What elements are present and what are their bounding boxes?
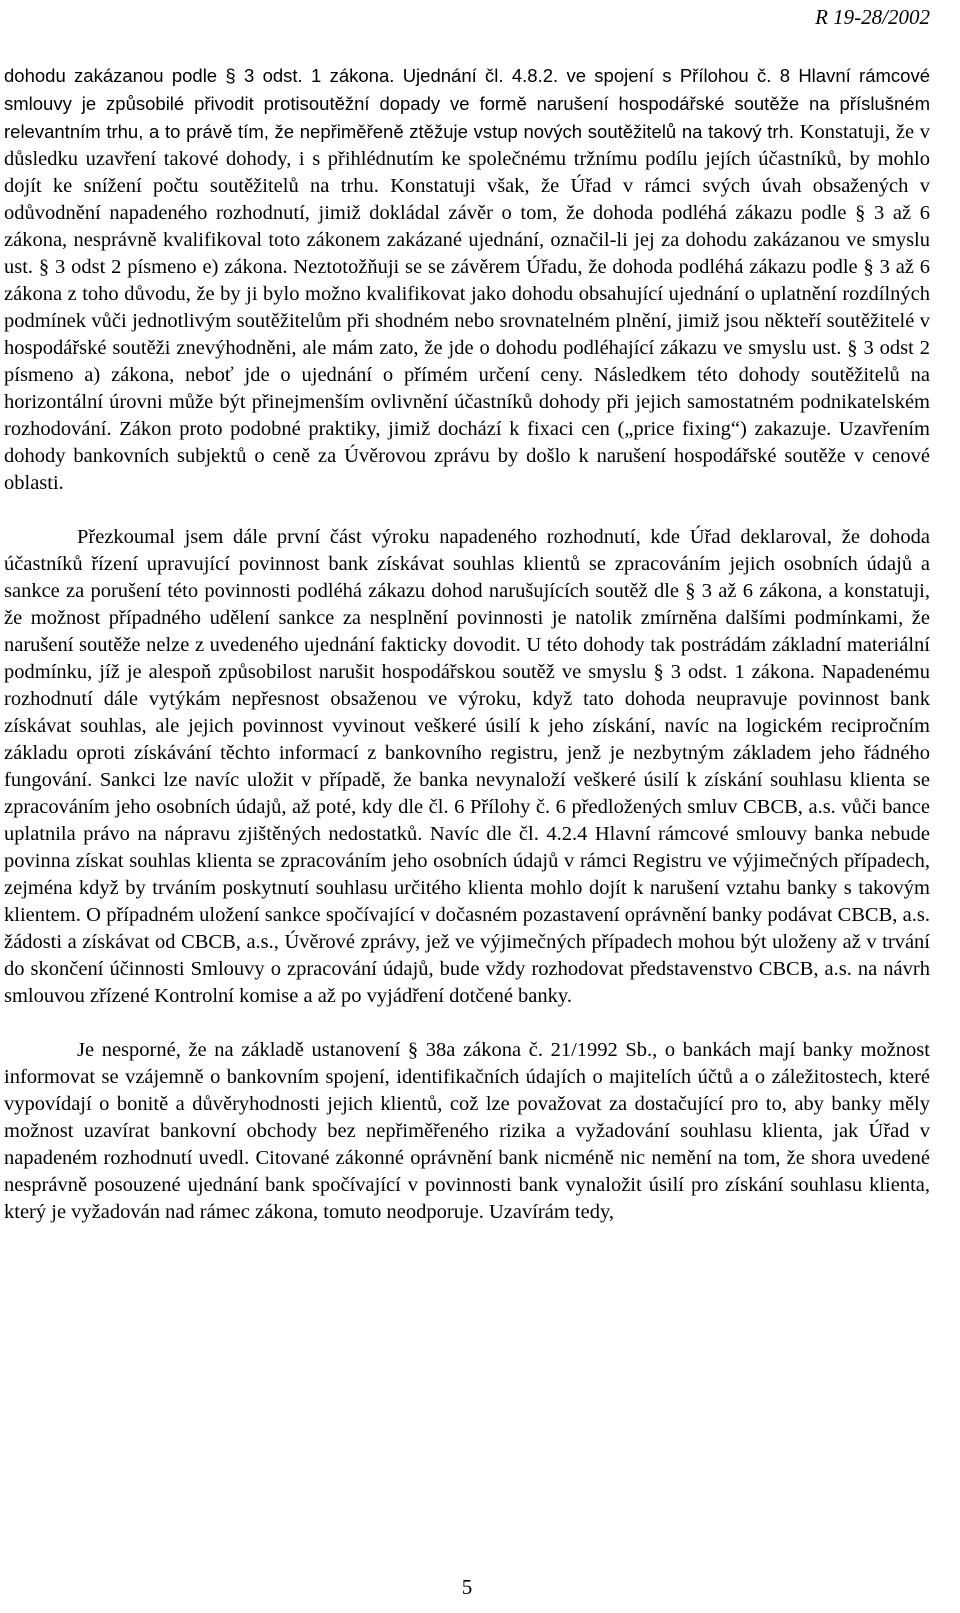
paragraph-1 <box>4 62 930 497</box>
paragraph-1-segment-1: dohodu zakázanou podle § 3 odst. 1 zákona. Ujednání čl. 4.8.2. ve spojení s Přílohou č. 8 Hlavní rámcové smlouvy je způsobilé přivodit protisoutěžní dopady ve formě narušení hospodářské soutěže na příslušném relevantním trhu, a to právě tím, že nepřiměřeně ztěžuje vstup nových soutěžitelů na takový trh. <box>4 65 930 142</box>
paragraph-2-text: Přezkoumal jsem dále první část výroku napadeného rozhodnutí, kde Úřad deklaroval, že dohoda účastníků řízení upravující povinnost bank získávat souhlas klientů se zpracováním jejich osobních údajů a sankce za porušení této povinnosti podléhá zákazu dohod narušujících soutěž dle § 3 až 6 zákona, a konstatuji, že možnost případného udělení sankce za nesplnění povinnosti je natolik zmírněna dalšími podmínkami, že narušení soutěže nelze z uvedeného ujednání fakticky dovodit. U této dohody tak postrádám základní materiální podmínku, jíž je alespoň způsobilost narušit hospodářskou soutěž ve smyslu § 3 odst. 1 zákona. Napadenému rozhodnutí dále vytýkám nepřesnost obsaženou ve výroku, když tato dohoda neupravuje povinnost bank získávat souhlas, ale jejich povinnost vyvinout veškeré úsilí k jeho získání, navíc na logickém recipročním základu oproti získávání těchto informací z bankovního registru, jenž je nezbytným základem jeho řádného fungování. Sankci lze navíc uložit v případě, že banka nevynaloží veškeré úsilí k získání souhlasu klienta se zpracováním jeho osobních údajů, až poté, kdy dle čl. 6 Přílohy č. 6 předložených smluv CBCB, a.s. vůči bance uplatnila právo na nápravu zjištěných nedostatků. Navíc dle čl. 4.2.4 Hlavní rámcové smlouvy banka nebude povinna získat souhlas klienta se zpracováním jeho osobních údajů v rámci Registru ve výjimečných případech, zejména když by trváním poskytnutí souhlasu určitého klienta mohlo dojít k narušení vztahu banky s takovým klientem. O případném uložení sankce spočívající v dočasném pozastavení oprávnění banky podávat CBCB, a.s. žádosti a získávat od CBCB, a.s., Úvěrové zprávy, jež ve výjimečných případech mohou být uloženy až v trvání do skončení účinnosti Smlouvy o zpracování údajů, bude vždy rozhodovat představenstvo CBCB, a.s. na návrh smlouvou zřízené Kontrolní komise a až po vyjádření dotčené banky. <box>4 526 930 1007</box>
paragraph-3 <box>4 1037 930 1226</box>
paragraph-2 <box>4 524 930 1010</box>
paragraph-1-segment-2: Konstatuji, že v důsledku uzavření takové dohody, i s přihlédnutím ke společnému tržnímu podílu jejích účastníků, by mohlo dojít ke snížení počtu soutěžitelů na trhu. Konstatuji však, že Úřad v rámci svých úvah obsažených v odůvodnění napadeného rozhodnutí, jimiž dokládal závěr o tom, že dohoda podléhá zákazu podle § 3 až 6 zákona, nesprávně kvalifikoval toto zákonem zakázané ujednání, označil-li jej za dohodu zakázanou ve smyslu ust. § 3 odst 2 písmeno e) zákona. Neztotožňuji se se závěrem Úřadu, že dohoda podléhá zákazu podle § 3 až 6 zákona z toho důvodu, že by ji bylo možno kvalifikovat jako dohodu obsahující ujednání o uplatnění rozdílných podmínek vůči jednotlivým soutěžitelům při shodném nebo srovnatelném plnění, jimiž jsou někteří soutěžitelé v hospodářské soutěži znevýhodněni, ale mám zato, že jde o dohodu podléhající zákazu ve smyslu ust. § 3 odst 2 písmeno a) zákona, neboť jde o ujednání o přímém určení ceny. Následkem této dohody soutěžitelů na horizontální úrovni může být přinejmenším ovlivnění účastníků dohody při jejich samostatném podnikatelském rozhodování. Zákon proto podobné praktiky, jimiž dochází k fixaci cen („price fixing“) zakazuje. Uzavřením dohody bankovních subjektů o ceně za Úvěrovou zprávu by došlo k narušení hospodářské soutěže v cenové oblasti. <box>4 121 930 494</box>
document-reference: R 19-28/2002 <box>815 5 930 29</box>
page-number: 5 <box>461 1575 473 1599</box>
paragraph-3-text: Je nesporné, že na základě ustanovení § 38a zákona č. 21/1992 Sb., o bankách mají banky možnost informovat se vzájemně o bankovním spojení, identifikačních údajích o majitelích účtů a o záležitostech, které vypovídají o bonitě a důvěryhodnosti jejich klientů, což lze považovat za dostačující pro to, aby banky měly možnost uzavírat bankovní obchody bez nepřiměřeného rizika a vyžadování souhlasu klienta, jak Úřad v napadeném rozhodnutí uvedl. Citované zákonné oprávnění bank nicméně nic nemění na tom, že shora uvedené nesprávně posouzené ujednání bank spočívající v povinnosti bank vynaložit úsilí pro získání souhlasu klienta, který je vyžadován nad rámec zákona, tomuto neodporuje. Uzavírám tedy, <box>4 1039 930 1223</box>
document-body <box>4 62 930 1226</box>
